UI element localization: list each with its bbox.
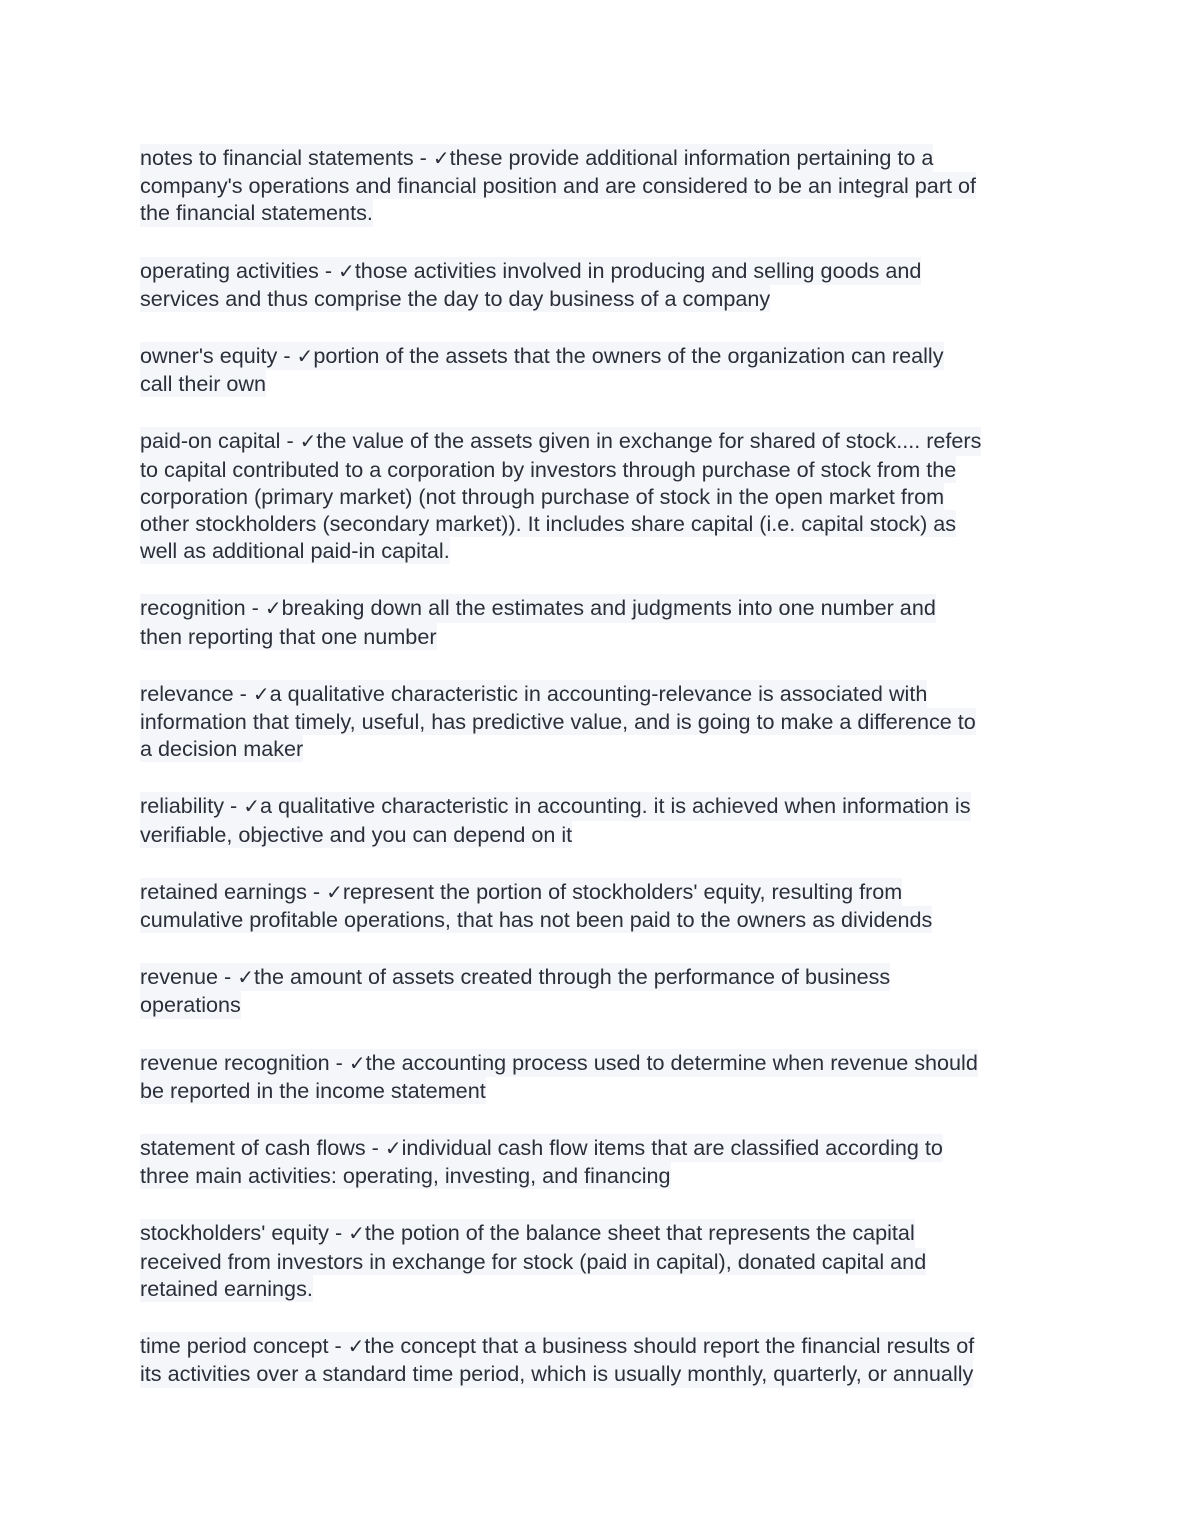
entry-line — [140, 735, 303, 762]
definition-text: be reported in the income statement — [140, 1077, 486, 1103]
definition-text: a qualitative characteristic in accounting-relevance is associated with — [269, 680, 928, 706]
definition-text: verifiable, objective and you can depend on it — [140, 821, 573, 847]
entry-line — [140, 1162, 671, 1189]
entry-line — [140, 144, 933, 172]
glossary-term: recognition - — [140, 595, 265, 621]
entry-line — [140, 199, 373, 226]
entry-line — [140, 1049, 978, 1077]
definition-text: the accounting process used to determine when revenue should — [365, 1049, 978, 1075]
entry-line — [140, 878, 902, 906]
entry-line — [140, 1275, 313, 1302]
glossary-term: operating activities - — [140, 257, 339, 283]
checkmark-icon: ✓ — [243, 794, 260, 819]
glossary-entry — [140, 427, 1060, 564]
entry-line — [140, 1134, 943, 1162]
definition-text: the amount of assets created through the performance of business — [254, 964, 891, 990]
definition-text: represent the portion of stockholders' equity, resulting from — [342, 878, 903, 904]
glossary-entry — [140, 792, 1060, 847]
entry-line — [140, 483, 944, 510]
entry-line — [140, 792, 971, 820]
definition-text: then reporting that one number — [140, 623, 437, 649]
entry-line — [140, 456, 956, 483]
definition-text: the potion of the balance sheet that represents the capital — [364, 1220, 915, 1246]
entry-line — [140, 342, 944, 370]
entry-line — [140, 257, 921, 285]
glossary-term: time period concept - — [140, 1333, 348, 1359]
entry-line — [140, 1219, 915, 1247]
definition-text: corporation (primary market) (not through purchase of stock in the open market from — [140, 483, 945, 509]
entry-line — [140, 510, 956, 537]
glossary-term: retained earnings - — [140, 878, 327, 904]
definition-text: well as additional paid-in capital. — [140, 538, 450, 564]
glossary-term: revenue recognition - — [140, 1049, 349, 1075]
definition-text: retained earnings. — [140, 1275, 313, 1301]
checkmark-icon: ✓ — [299, 429, 317, 454]
glossary-term: relevance - — [140, 680, 253, 706]
glossary-term: statement of cash flows - — [140, 1135, 385, 1161]
definition-text: three main activities: operating, investing, and financing — [140, 1163, 671, 1189]
definition-text: the value of the assets given in exchange for shared of stock.... refers — [316, 428, 982, 454]
glossary-entry — [140, 1219, 1060, 1302]
glossary-entry — [140, 1134, 1060, 1189]
checkmark-icon: ✓ — [348, 1050, 366, 1075]
entry-line — [140, 594, 936, 622]
entry-line — [140, 537, 450, 564]
checkmark-icon: ✓ — [338, 258, 355, 283]
definition-text: portion of the assets that the owners of the organization can really — [313, 343, 944, 369]
checkmark-icon: ✓ — [384, 1136, 402, 1161]
entry-line — [140, 708, 976, 735]
definition-text: the concept that a business should report the financial results of — [364, 1333, 975, 1359]
definition-text: services and thus comprise the day to day business of a company — [140, 285, 771, 311]
entry-line — [140, 906, 932, 933]
entry-line — [140, 172, 976, 199]
glossary-entry — [140, 1049, 1060, 1104]
checkmark-icon: ✓ — [347, 1334, 365, 1359]
glossary-entry — [140, 342, 1060, 397]
definition-text: operations — [140, 992, 241, 1018]
checkmark-icon: ✓ — [348, 1221, 365, 1246]
definition-text: cumulative profitable operations, that has not been paid to the owners as dividends — [140, 907, 933, 933]
checkmark-icon: ✓ — [432, 146, 450, 170]
definition-text: individual cash flow items that are classified according to — [401, 1135, 943, 1161]
definition-text: breaking down all the estimates and judgments into one number and — [281, 595, 936, 621]
entry-line — [140, 1077, 486, 1104]
checkmark-icon: ✓ — [326, 879, 343, 904]
definition-text: a decision maker — [140, 736, 304, 762]
entry-line — [140, 821, 572, 848]
glossary-entry — [140, 257, 1060, 312]
checkmark-icon: ✓ — [264, 596, 282, 621]
definition-text: to capital contributed to a corporation by investors through purchase of stock from the — [140, 456, 957, 482]
glossary-entry — [140, 963, 1060, 1018]
definition-text: those activities involved in producing and selling goods and — [354, 257, 922, 283]
entry-line — [140, 1248, 926, 1275]
checkmark-icon: ✓ — [252, 681, 270, 706]
definition-text: its activities over a standard time period, which is usually monthly, quarterly, or annually — [140, 1361, 974, 1387]
glossary-entry — [140, 680, 1060, 763]
entry-line — [140, 1360, 973, 1387]
definition-text: other stockholders (secondary market)). It includes share capital (i.e. capital stock) as — [140, 511, 957, 537]
glossary-term: paid-on capital - — [140, 428, 300, 454]
entry-line — [140, 680, 927, 708]
glossary-term: notes to financial statements - — [140, 145, 433, 170]
glossary-list — [140, 144, 1060, 1418]
definition-text: received from investors in exchange for stock (paid in capital), donated capital and — [140, 1248, 927, 1274]
definition-text: the financial statements. — [140, 200, 373, 226]
checkmark-icon: ✓ — [296, 344, 314, 369]
glossary-term: owner's equity - — [140, 343, 297, 369]
glossary-entry — [140, 594, 1060, 649]
glossary-term: stockholders' equity - — [140, 1220, 349, 1246]
definition-text: a qualitative characteristic in accounting. it is achieved when information is — [259, 793, 971, 819]
glossary-term: reliability - — [140, 793, 244, 819]
entry-line — [140, 1332, 974, 1360]
definition-text: call their own — [140, 371, 267, 397]
glossary-entry — [140, 878, 1060, 933]
definition-text: company's operations and financial position and are considered to be an integral part of — [140, 173, 977, 199]
entry-line — [140, 285, 770, 312]
entry-line — [140, 623, 437, 650]
glossary-entry — [140, 1332, 1060, 1387]
definition-text: information that timely, useful, has predictive value, and is going to make a difference to — [140, 709, 976, 735]
entry-line — [140, 427, 981, 455]
entry-line — [140, 370, 266, 397]
entry-line — [140, 963, 890, 991]
glossary-term: revenue - — [140, 964, 238, 990]
glossary-entry — [140, 144, 1060, 227]
definition-text: these provide additional information pertaining to a — [449, 145, 934, 170]
entry-line — [140, 991, 241, 1018]
checkmark-icon: ✓ — [237, 965, 254, 990]
